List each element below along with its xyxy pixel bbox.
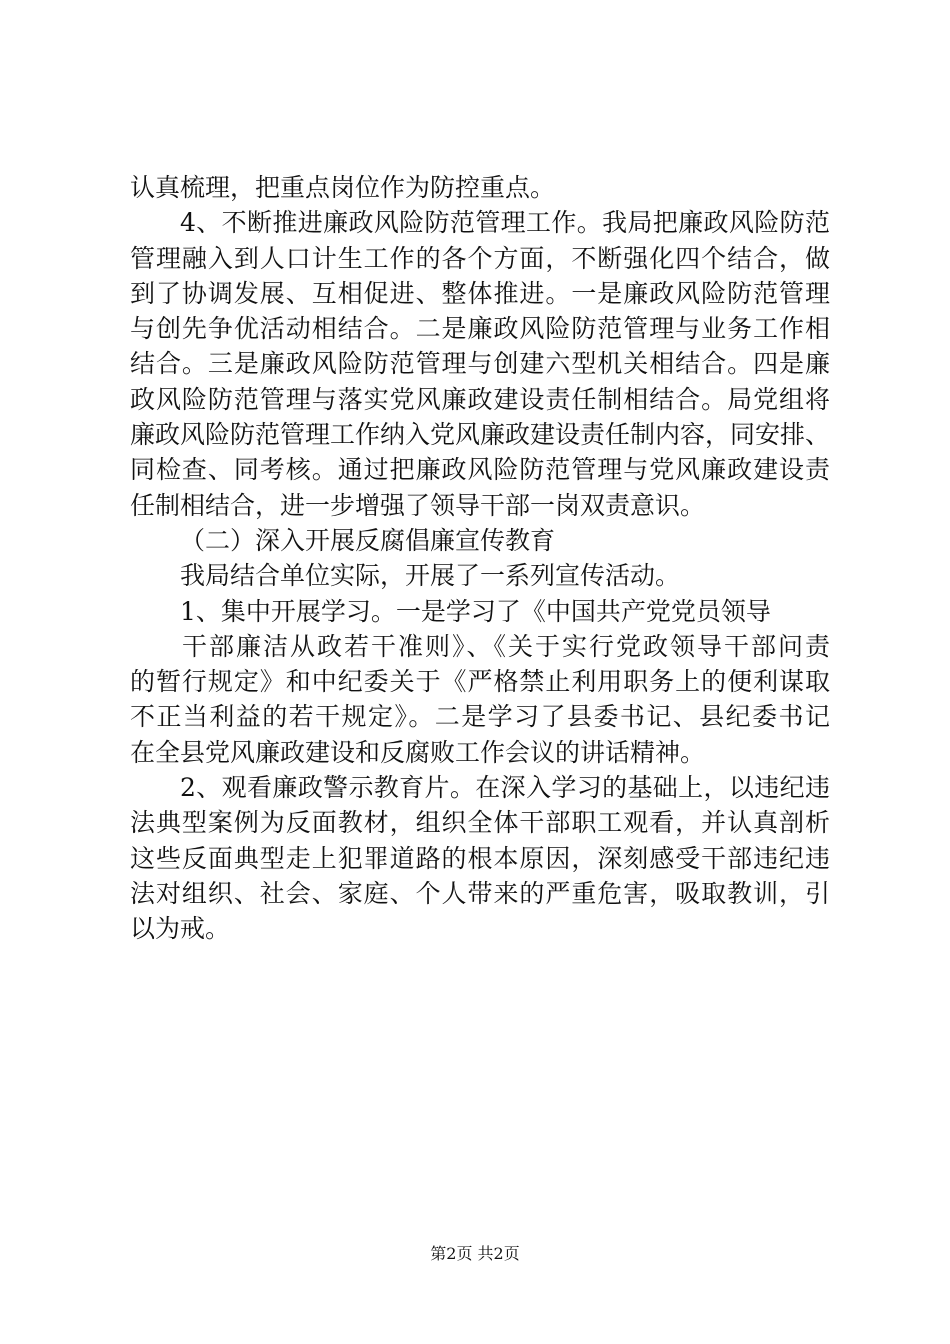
text-line: 结合。三是廉政风险防范管理与创建六型机关相结合。四是廉 — [130, 349, 830, 379]
text-line: 认真梳理，把重点岗位作为防控重点。 — [130, 173, 556, 202]
text-line: 法对组织、社会、家庭、个人带来的严重危害，吸取教训，引 — [130, 878, 830, 908]
page-footer: 第2页 共2页 — [430, 1244, 520, 1263]
text-line: 这些反面典型走上犯罪道路的根本原因，深刻感受干部违纪违 — [130, 843, 830, 873]
text-line: 廉政风险防范管理工作纳入党风廉政建设责任制内容，同安排、 — [130, 420, 830, 450]
text-line: 1、集中开展学习。一是学习了《中国共产党党员领导 — [180, 596, 771, 626]
text-line: 与创先争优活动相结合。二是廉政风险防范管理与业务工作相 — [130, 314, 830, 344]
text-line: 到了协调发展、互相促进、整体推进。一是廉政风险防范管理 — [130, 278, 830, 308]
text-line: 法典型案例为反面教材，组织全体干部职工观看，并认真剖析 — [130, 808, 830, 838]
section-heading: （二）深入开展反腐倡廉宣传教育 — [180, 525, 556, 555]
text-line: 的暂行规定》和中纪委关于《严格禁止利用职务上的便利谋取 — [130, 667, 830, 697]
text-line: 我局结合单位实际，开展了一系列宣传活动。 — [180, 561, 681, 591]
text-line: 干部廉洁从政若干准则》、《关于实行党政领导干部问责 — [182, 631, 830, 661]
text-line: 4、不断推进廉政风险防范管理工作。我局把廉政风险防范 — [180, 208, 830, 238]
text-line: 管理融入到人口计生工作的各个方面，不断强化四个结合，做 — [130, 243, 830, 273]
text-line: 政风险防范管理与落实党风廉政建设责任制相结合。局党组将 — [130, 384, 830, 414]
document-body — [130, 170, 830, 947]
text-line: 任制相结合，进一步增强了领导干部一岗双责意识。 — [130, 490, 706, 520]
text-line: 以为戒。 — [130, 914, 231, 944]
text-line: 在全县党风廉政建设和反腐败工作会议的讲话精神。 — [130, 737, 706, 767]
text-line: 2、观看廉政警示教育片。在深入学习的基础上，以违纪违 — [180, 773, 830, 803]
text-line: 不正当利益的若干规定》。二是学习了县委书记、县纪委书记 — [130, 702, 830, 732]
text-line: 同检查、同考核。通过把廉政风险防范管理与党风廉政建设责 — [130, 455, 830, 485]
